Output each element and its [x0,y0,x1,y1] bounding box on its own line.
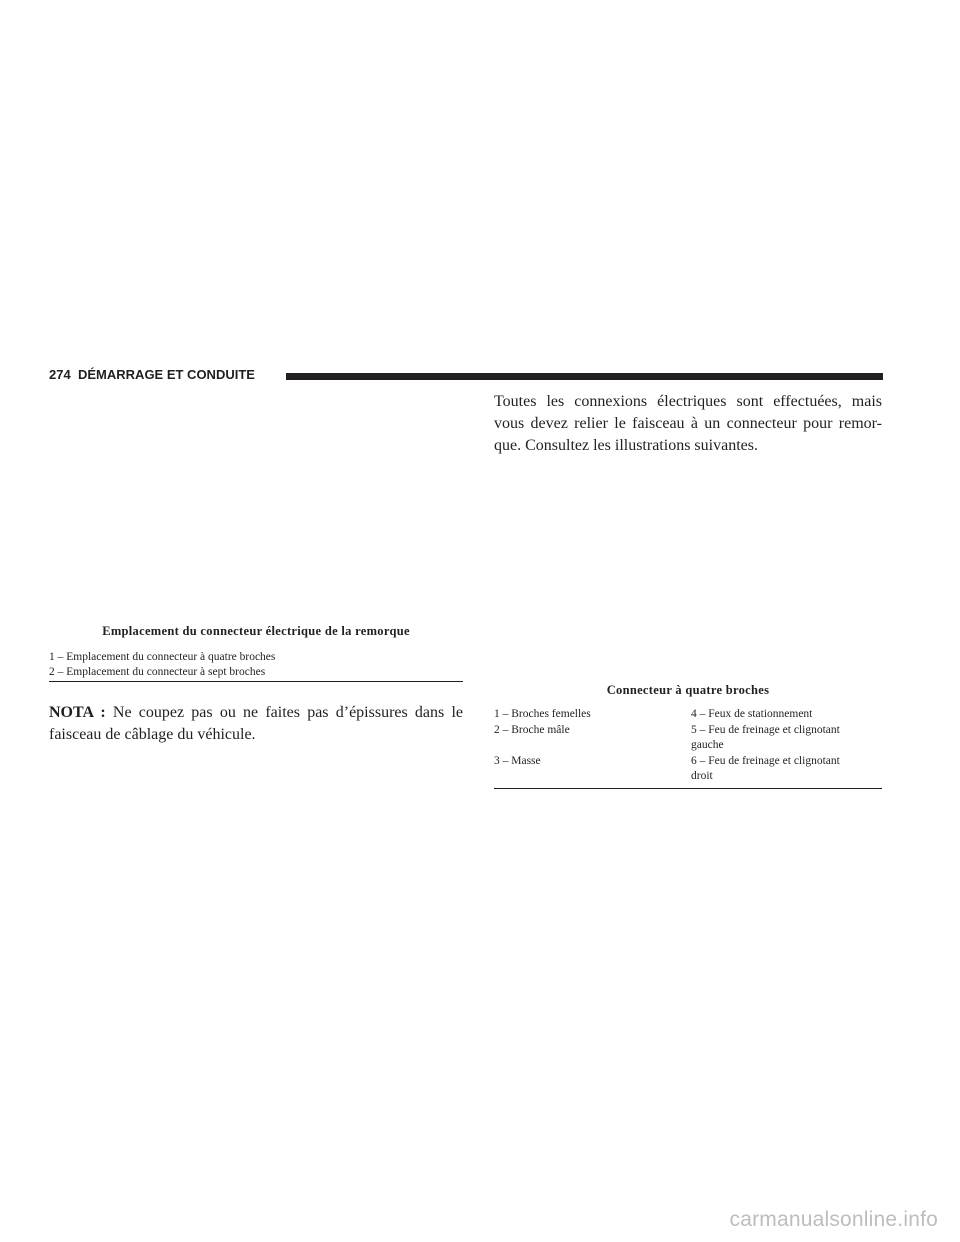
page-number: 274 [49,367,71,382]
section-title: DÉMARRAGE ET CONDUITE [78,367,255,382]
right-legend-item-6: 6 – Feu de freinage et clignotant [691,755,840,767]
right-legend-item-5: 5 – Feu de freinage et clignotant [691,724,840,736]
right-legend-item-5-cont: gauche [691,739,724,751]
left-figure-caption: Emplacement du connecteur électrique de la remorque [102,624,410,638]
right-legend-rule [494,788,882,789]
right-legend-item-1: 1 – Broches femelles [494,708,591,720]
right-legend-item-6-cont: droit [691,770,713,782]
connections-line1: Toutes les connexions électriques sont effectuées, mais [494,393,882,410]
connections-line2: vous devez relier le faisceau à un connecteur pour remor- [494,415,882,432]
note-paragraph [49,702,463,746]
right-legend-item-3: 3 – Masse [494,755,541,767]
connections-paragraph [494,391,882,457]
watermark: carmanualsonline.info [729,1208,938,1231]
page-header [49,366,883,384]
left-legend-item-1: 1 – Emplacement du connecteur à quatre broches [49,651,276,663]
left-legend-rule [49,681,463,682]
note-text-line1: Ne coupez pas ou ne faites pas d’épissures dans le [112,704,464,721]
note-label: NOTA : [49,704,106,721]
connections-line3: que. Consultez les illustrations suivantes. [494,437,758,454]
note-text-line2: faisceau de câblage du véhicule. [49,726,256,743]
right-legend-item-2: 2 – Broche mâle [494,724,570,736]
left-legend-item-2: 2 – Emplacement du connecteur à sept broches [49,666,266,678]
right-legend-item-4: 4 – Feux de stationnement [691,708,813,720]
right-figure-caption: Connecteur à quatre broches [606,683,770,697]
header-rule-bar [286,373,883,380]
